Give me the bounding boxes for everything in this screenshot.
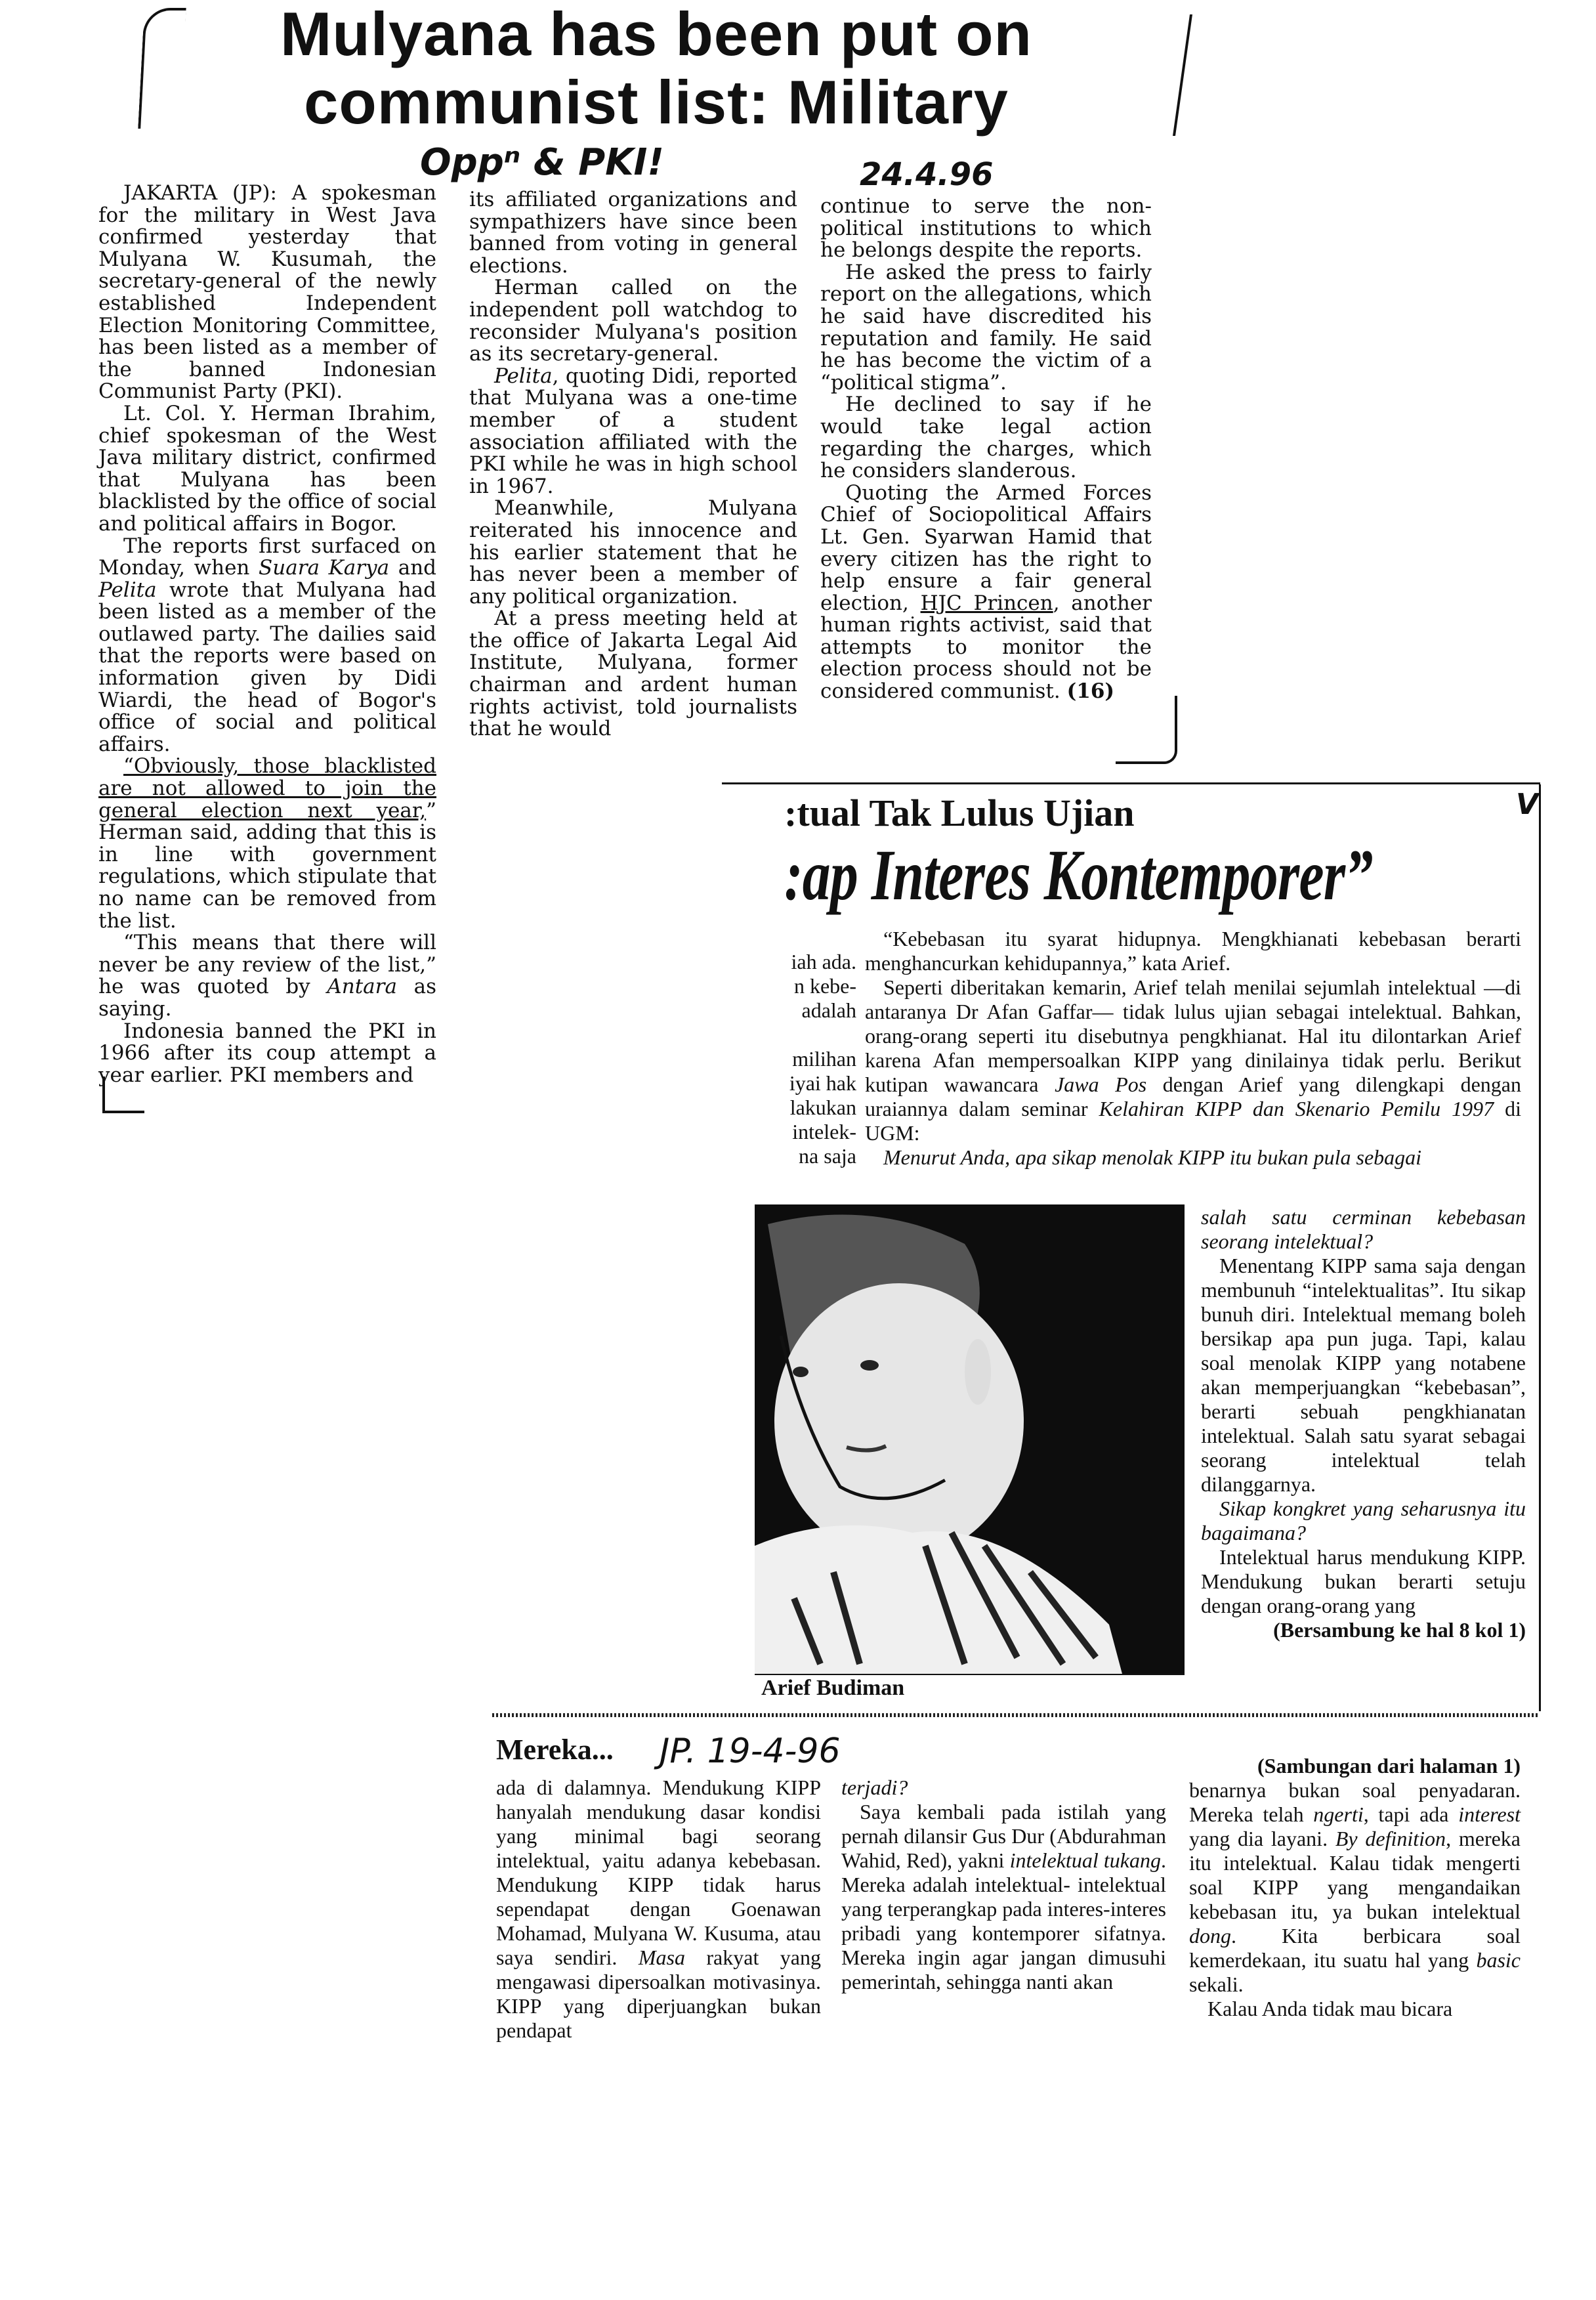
bracket-mark-bottom-right xyxy=(1116,696,1177,764)
paragraph: Indonesia banned the PKI in 1966 after its coup attempt a year earlier. PKI members and xyxy=(98,1019,436,1087)
article-en-column-2 xyxy=(469,189,797,740)
paragraph: He declined to say if he would take legal action regarding the charges, which he considers slanderous. xyxy=(820,393,1152,483)
interview-question: Sikap kongkret yang seharusnya itu bagaimana? xyxy=(1201,1497,1526,1544)
paragraph: terjadi? xyxy=(841,1776,908,1799)
paragraph: Quoting the Armed Forces Chief of Sociopolitical Affairs Lt. Gen. Syarwan Hamid that every citizen has the right to help ensure a fair general election, HJC Princen, another human rights activist, said that attempts to monitor the election process should not be considered communist. (16) xyxy=(820,480,1152,704)
paragraph: JAKARTA (JP): A spokesman for the military in West Java confirmed yesterday that Mulyana W. Kusumah, the secretary-general of the newly established Independent Election Monitoring Committee, has been listed as a member of the banned Indonesian Communist Party (PKI). xyxy=(98,181,436,404)
fragment: n kebe- xyxy=(793,974,856,998)
fragment: lakukan xyxy=(789,1096,856,1119)
paragraph: Saya kembali pada istilah yang pernah dilansir Gus Dur (Abdurahman Wahid, Red), yakni intelektual tukang. Mereka adalah intelektual- intelektual yang terperangkap pada interes-interes pribadi yang kontemporer sifatnya. Mereka ingin agar jangan dimusuhi pemerintah, sehingga nanti akan xyxy=(841,1800,1166,1993)
fragment: milihan xyxy=(792,1047,856,1071)
kicker: :tual Tak Lulus Ujian xyxy=(784,792,1135,834)
handwritten-underline: HJC Princen xyxy=(920,591,1053,615)
interview-question: Menurut Anda, apa sikap menolak KIPP itu bukan pula sebagai xyxy=(883,1145,1422,1169)
paragraph: Seperti diberitakan kemarin, Arief telah menilai sejumlah intelektual —di antaranya Dr Afan Gaffar— tidak lulus ujian sebagai intelektual. Bahkan, orang-orang seperti itu disebutnya pengkhianat. Hal itu dilontarkan Arief karena Afan mempersoalkan KIPP yang dinilainya tidak perlu. Berikut kutipan wawancara Jawa Pos dengan Arief yang dilengkapi dengan uraiannya dalam seminar Kelahiran KIPP dan Skenario Pemilu 1997 di UGM: xyxy=(865,975,1522,1145)
interview-answer: Menentang KIPP sama saja dengan membunuh “intelektualitas”. Itu sikap bunuh diri. Intelektual memang boleh bersikap apa pun juga. Tapi, kalau soal menolak KIPP yang notabene akan memperjuangkan “kebebasan”, berarti sebuah pengkhianatan intelektual. Salah satu syarat sebagai seorang intelektual telah dilanggarnya. xyxy=(1201,1254,1526,1496)
interview-question: salah satu cerminan kebebasan seorang intelektual? xyxy=(1201,1205,1526,1253)
continuation-column-2 xyxy=(841,1776,1166,1994)
headline-line-2: communist list: Military xyxy=(304,68,1009,137)
handwritten-underline: “Obviously, those blacklisted are not allowed to join the general election next year, xyxy=(98,754,436,822)
fragment: iah ada. xyxy=(791,950,856,973)
bracket-mark-right xyxy=(1153,14,1192,136)
fragment-spacer xyxy=(722,1023,856,1047)
continued-from-notice: (Sambungan dari halaman 1) xyxy=(1257,1754,1521,1778)
headline-en xyxy=(197,0,1116,137)
paragraph: ada di dalamnya. Mendukung KIPP hanyalah mendukung dasar kondisi yang minimal bagi seorang intelektual, yaitu adanya kebebasan. Mendukung KIPP tidak harus sependapat dengan Goenawan Mohamad, Mulyana W. Kusuma, atau saya sendiri. Masa rakyat yang mengawasi dipersoalkan motivasinya. KIPP yang diperjuangkan bukan pendapat xyxy=(496,1776,821,2042)
continued-notice: (Bersambung ke hal 8 kol 1) xyxy=(1273,1618,1526,1642)
fragment: iyai hak xyxy=(789,1071,856,1095)
interview-answer: Intelektual harus mendukung KIPP. Mendukung bukan berarti setuju dengan orang-orang yang xyxy=(1201,1545,1526,1617)
headline-id: :ap Interes Kontemporer” xyxy=(784,835,1373,915)
paragraph: Kalau Anda tidak mau bicara xyxy=(1208,1997,1453,2020)
continuation-column-3 xyxy=(1189,1754,1521,2021)
paragraph: its affiliated organizations and sympathizers have since been banned from voting in general elections. xyxy=(469,188,797,278)
section-divider xyxy=(492,1713,1539,1717)
paragraph: Meanwhile, Mulyana reiterated his innocence and his earlier statement that he has never been a member of any political organization. xyxy=(469,496,797,608)
paragraph: benarnya bukan soal penyadaran. Mereka telah ngerti, tapi ada interest yang dia layani. By definition, mereka itu intelektual. Kalau tidak mengerti soal KIPP yang mengandaikan kebebasan itu, ya bukan intelektual dong. Kita berbicara soal kemerdekaan, itu suatu hal yang basic sekali. xyxy=(1189,1778,1521,1996)
article-id-right-rule xyxy=(1539,784,1541,1711)
corner-mark: V xyxy=(1516,788,1539,821)
paragraph: “This means that there will never be any review of the list,” he was quoted by Antara as saying. xyxy=(98,931,436,1021)
headline-line-1: Mulyana has been put on xyxy=(280,0,1032,68)
paragraph: He asked the press to fairly report on the allegations, which he said have discredited his reputation and family. He said he has become the victim of a “political stigma”. xyxy=(820,260,1152,394)
handwritten-date: 24.4.96 xyxy=(860,156,994,193)
fragment: na saja xyxy=(799,1144,856,1168)
fragment: intelek- xyxy=(792,1120,856,1143)
article-id-intro xyxy=(865,927,1521,1170)
paragraph: Lt. Col. Y. Herman Ibrahim, chief spokesman of the West Java military district, confirmed that Mulyana has been blacklisted by the office of social and political affairs in Bogor. xyxy=(98,401,436,536)
bracket-mark-left xyxy=(138,8,186,129)
article-id-interview xyxy=(1201,1205,1526,1642)
article-id-top-rule xyxy=(722,782,1540,784)
article-en-column-3 xyxy=(820,196,1152,703)
continuation-heading: Mereka... xyxy=(496,1734,614,1766)
paragraph: Pelita, quoting Didi, reported that Mulyana was a one-time member of a student association affiliated with the PKI while he was in high school in 1967. xyxy=(469,364,797,498)
paragraph: At a press meeting held at the office of Jakarta Legal Aid Institute, Mulyana, former chairman and ardent human rights activist, told journalists that he would xyxy=(469,607,797,741)
continuation-column-1 xyxy=(496,1776,821,2043)
bracket-mark-bottom-left xyxy=(102,1076,144,1113)
paragraph: continue to serve the non-political institutions to which he belongs despite the reports. xyxy=(820,194,1152,263)
left-fragments xyxy=(722,950,856,1168)
photo-arief-budiman xyxy=(755,1204,1185,1675)
article-en-column-1 xyxy=(98,182,436,1086)
paragraph-quote: “Obviously, those blacklisted are not allowed to join the general election next year,” Herman said, adding that this is in line with government regulations, which stipulate that no name can be removed from the list. xyxy=(98,754,436,933)
photo-caption: Arief Budiman xyxy=(761,1676,905,1700)
paragraph: Herman called on the independent poll watchdog to reconsider Mulyana's position as its secretary-general. xyxy=(469,276,797,366)
paragraph: The reports first surfaced on Monday, when Suara Karya and Pelita wrote that Mulyana had been listed as a member of the outlawed party. The dailies said that the reports were based on information given by Didi Wiardi, the head of Bogor's office of social and political affairs. xyxy=(98,534,437,756)
paragraph: “Kebebasan itu syarat hidupnya. Mengkhianati kebebasan berarti menghancurkan kehidupannya,” kata Arief. xyxy=(865,927,1521,975)
handwritten-note: Oppⁿ & PKI! xyxy=(420,141,664,184)
fragment: adalah xyxy=(801,998,856,1022)
handwritten-source: JP. 19-4-96 xyxy=(660,1732,841,1771)
portrait-image xyxy=(755,1204,1185,1674)
